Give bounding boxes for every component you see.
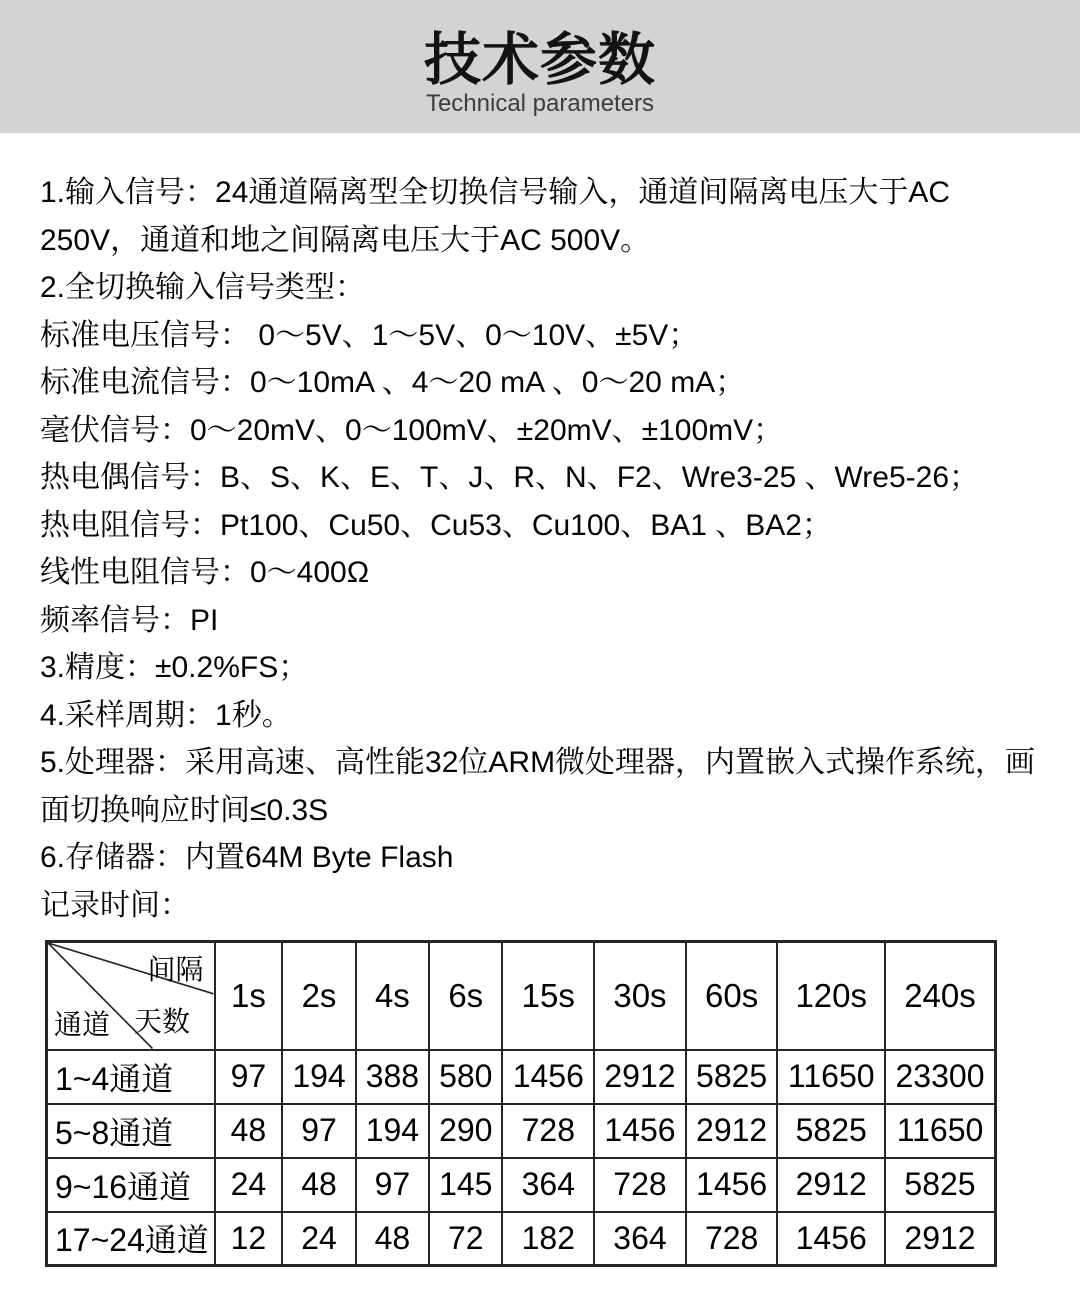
- spec-paragraph: 毫伏信号：0～20mV、0～100mV、±20mV、±100mV；: [40, 413, 784, 447]
- record-value-cell: 2912: [594, 1050, 686, 1104]
- record-value-cell: 194: [282, 1050, 355, 1104]
- spec-paragraph: 频率信号：PI: [40, 603, 219, 637]
- record-value-cell: 24: [215, 1158, 283, 1212]
- record-value-cell: 1456: [777, 1212, 885, 1266]
- channel-row-label: 17~24通道: [47, 1212, 215, 1266]
- spec-paragraph: 热电偶信号：B、S、K、E、T、J、R、N、F2、Wre3-25 、Wre5-26；: [40, 461, 980, 494]
- channel-row-label: 1~4通道: [47, 1050, 215, 1104]
- record-value-cell: 11650: [777, 1050, 885, 1104]
- interval-column-header: 30s: [594, 942, 686, 1050]
- record-value-cell: 364: [502, 1158, 594, 1212]
- record-value-cell: 48: [356, 1212, 429, 1266]
- spec-paragraph: 6.存储器：内置64M Byte Flash: [40, 841, 454, 874]
- interval-column-header: 120s: [777, 942, 885, 1050]
- table-row: [47, 1212, 996, 1266]
- record-value-cell: 48: [215, 1104, 283, 1158]
- record-value-cell: 728: [502, 1104, 594, 1158]
- spec-paragraph: 热电阻信号：Pt100、Cu50、Cu53、Cu100、BA1 、BA2；: [40, 508, 832, 542]
- page-subtitle: Technical parameters: [425, 90, 655, 117]
- page-title: 技术参数: [424, 28, 656, 92]
- record-value-cell: 48: [282, 1158, 355, 1212]
- record-value-cell: 580: [429, 1050, 502, 1104]
- record-value-cell: 11650: [885, 1104, 996, 1158]
- record-value-cell: 97: [282, 1104, 355, 1158]
- table-row: [47, 1104, 996, 1158]
- interval-column-header: 15s: [502, 942, 594, 1050]
- table-body: [47, 1050, 996, 1266]
- channel-row-label: 9~16通道: [47, 1158, 215, 1212]
- record-value-cell: 2912: [777, 1158, 885, 1212]
- table-row: [47, 1050, 996, 1104]
- spec-paragraph: 2.全切换输入信号类型：: [40, 271, 366, 304]
- record-value-cell: 5825: [885, 1158, 996, 1212]
- record-time-table: [45, 940, 997, 1267]
- specs-section: [0, 133, 1080, 929]
- spec-paragraph: 4.采样周期：1秒。: [40, 698, 292, 732]
- record-value-cell: 97: [356, 1158, 429, 1212]
- record-value-cell: 5825: [777, 1104, 885, 1158]
- record-value-cell: 1456: [502, 1050, 594, 1104]
- record-value-cell: 72: [429, 1212, 502, 1266]
- spec-paragraph: 线性电阻信号：0～400Ω: [40, 556, 370, 589]
- interval-column-header: 1s: [215, 942, 283, 1050]
- record-value-cell: 1456: [686, 1158, 778, 1212]
- spec-paragraph: 标准电压信号： 0～5V、1～5V、0～10V、±5V；: [40, 318, 699, 352]
- table-header-row: [47, 942, 996, 1050]
- spec-paragraph: 记录时间：: [40, 888, 190, 922]
- corner-label-interval: 间隔: [147, 954, 204, 985]
- spec-paragraph: 5.处理器：采用高速、高性能32位ARM微处理器，内置嵌入式操作系统，画面切换响应时间≤0.3S: [40, 746, 1036, 827]
- record-value-cell: 2912: [885, 1212, 996, 1266]
- record-value-cell: 5825: [686, 1050, 778, 1104]
- table-corner-cell: [47, 942, 215, 1050]
- record-value-cell: 728: [686, 1212, 778, 1266]
- record-value-cell: 290: [429, 1104, 502, 1158]
- channel-row-label: 5~8通道: [47, 1104, 215, 1158]
- record-value-cell: 23300: [885, 1050, 996, 1104]
- record-value-cell: 728: [594, 1158, 686, 1212]
- record-value-cell: 182: [502, 1212, 594, 1266]
- spec-paragraph: 3.精度：±0.2%FS；: [40, 651, 309, 684]
- interval-column-header: 6s: [429, 942, 502, 1050]
- interval-column-header: 2s: [282, 942, 355, 1050]
- record-value-cell: 97: [215, 1050, 283, 1104]
- record-value-cell: 2912: [686, 1104, 778, 1158]
- table-row: [47, 1158, 996, 1212]
- interval-column-header: 4s: [356, 942, 429, 1050]
- record-value-cell: 24: [282, 1212, 355, 1266]
- spec-paragraph: 标准电流信号：0～10mA 、4～20 mA 、0～20 mA；: [40, 366, 746, 399]
- record-value-cell: 12: [215, 1212, 283, 1266]
- specs-list: [40, 169, 1050, 929]
- record-value-cell: 145: [429, 1158, 502, 1212]
- spec-paragraph: 1.输入信号：24通道隔离型全切换信号输入，通道间隔离电压大于AC 250V，通道和地之间隔离电压大于AC 500V。: [40, 176, 951, 257]
- record-value-cell: 194: [356, 1104, 429, 1158]
- interval-column-header: 240s: [885, 942, 996, 1050]
- header-band: [0, 0, 1080, 133]
- record-value-cell: 364: [594, 1212, 686, 1266]
- interval-column-header: 60s: [686, 942, 778, 1050]
- record-value-cell: 388: [356, 1050, 429, 1104]
- record-value-cell: 1456: [594, 1104, 686, 1158]
- corner-label-days: 天数: [134, 1006, 191, 1037]
- corner-label-channel: 通道: [54, 1008, 111, 1040]
